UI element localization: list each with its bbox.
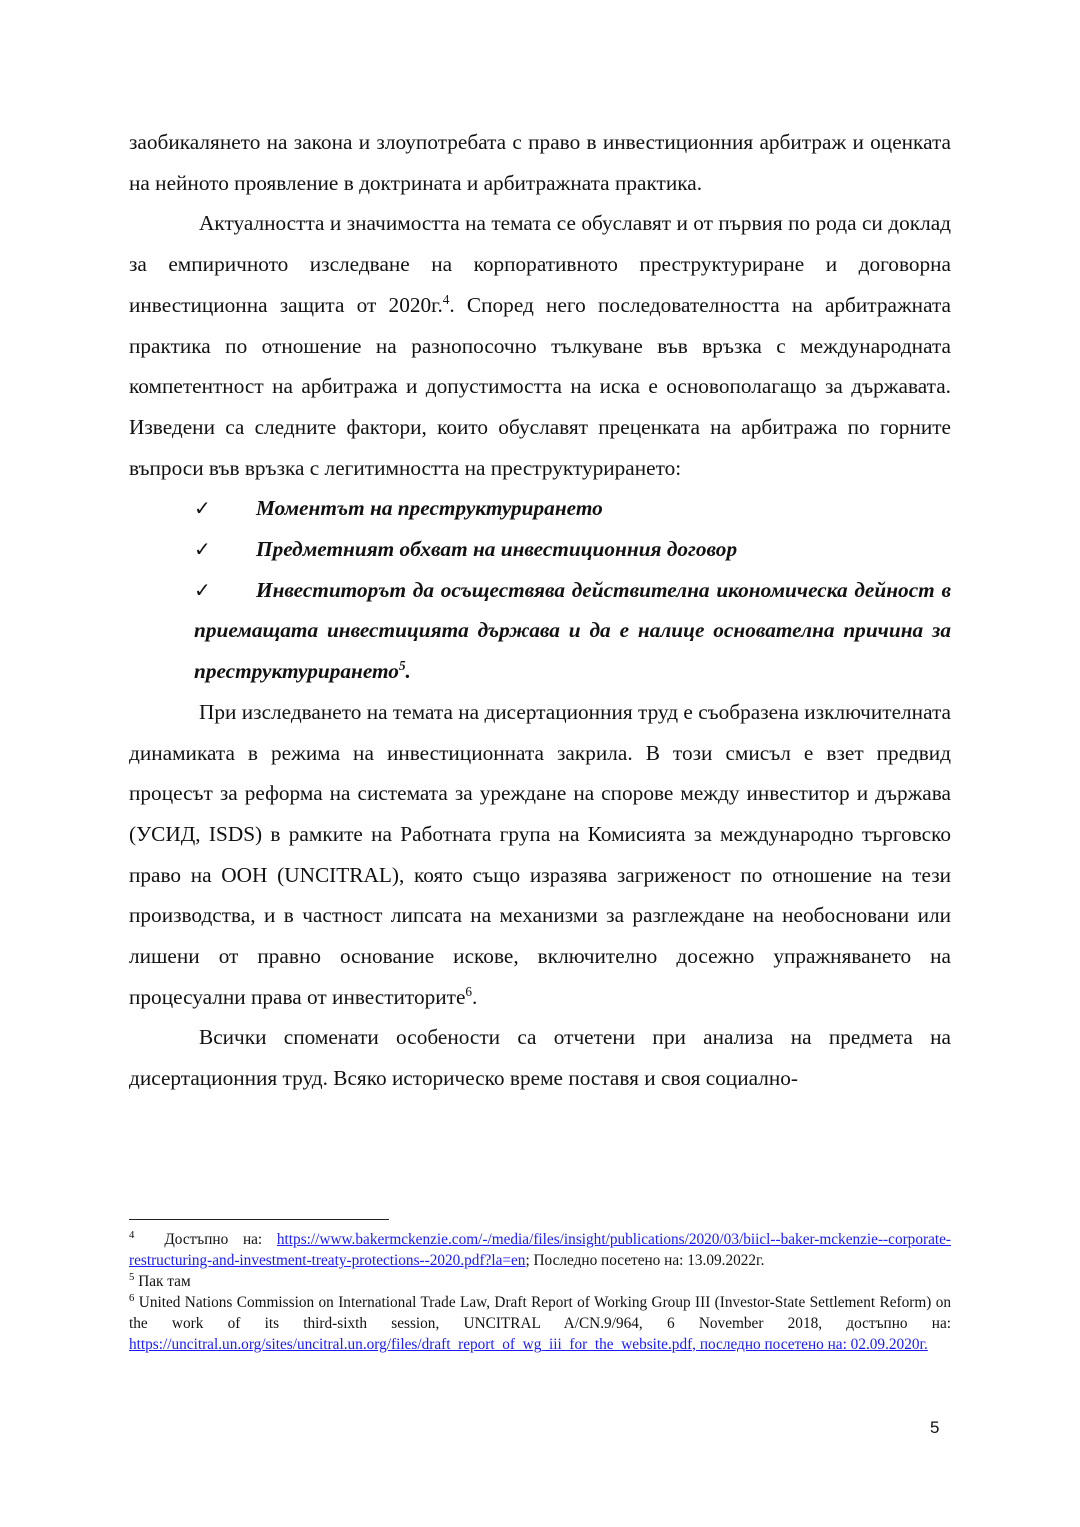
footnote-ref-5[interactable]: 5 [398,658,406,674]
paragraph-3: При изследването на темата на дисертационния труд е съобразена изключителната динамиката в режима на инвестиционната закрила. В този смисъл е взет предвид процесът за реформа на системата за уреждане на спорове между инвеститор и държава (УСИД, ISDS) в рамките на Работната група на Комисията за международно търговско право на ООН (UNCITRAL), която също изразява загриженост по отношение на тези производства, и в частност липсата на механизми за разглеждане на необосновани или лишени от правно основание искове, включително досежно упражняването на процесуални права от инвеститорите$^6$. [129,699,951,1009]
paragraph-1: заобикалянето на закона и злоупотребата с право в инвестиционния арбитраж и оценката на нейното проявление в доктрината и арбитражната практика. [129,130,951,195]
footnote-4: $^4$ Достъпно на: https://www.bakermckenzie.com/-/media/files/insight/publications/2020/03/biicl--baker-mckenzie--corporate-restructuring-and-investment-treaty-protections--2020.pdf?la=en; Последно посетено на: 13.09.2022г. [129,1228,951,1269]
footnote-number: 4 [129,1228,135,1241]
factor-list [129,488,951,692]
footnotes [129,1230,951,1355]
footnote-ref-6[interactable]: 6 [465,983,472,999]
body-text [129,122,951,1099]
page-number: 5 [930,1418,940,1437]
factor-item [194,529,951,570]
checkmark-icon: ✓ [194,577,211,602]
factor-text: Предметният обхват на инвестиционния договор [256,537,738,562]
checkmark-icon: ✓ [194,537,211,562]
checkmark-icon: ✓ [194,496,211,521]
footnote-6-link[interactable]: https://uncitral.un.org/sites/uncitral.un.org/files/draft_report_of_wg_iii_for_the_website.pdf, последно посетено на: 02.09.2020г. [129,1335,928,1353]
footnote-number: 5 [129,1270,135,1283]
footnote-number: 6 [129,1291,135,1304]
footnote-6: $^6$ United Nations Commission on International Trade Law, Draft Report of Working Group III (Investor-State Settlement Reform) on the work of its third-sixth session, UNCITRAL A/CN.9/964, 6 November 2018, достъпно на: https://uncitral.un.org/sites/uncitral.un.org/files/draft_report_of_wg_iii_for_the_website.pdf, последно посетено на: 02.09.2020г. [129,1291,952,1353]
paragraph-4: Всички споменати особености са отчетени при анализа на предмета на дисертационния труд. Всяко историческо време поставя и своя социално- [129,1025,951,1091]
footnote-4-link[interactable]: https://www.bakermckenzie.com/-/media/files/insight/publications/2020/03/biicl--baker-mckenzie--corporate-restructuring-and-investment-treaty-protections--2020.pdf?la=en [129,1231,951,1269]
factor-item: ✓ Инвеститорът да осъществява действителна икономическа дейност в приемащата инвестицията държава и да е налице основателна причина за преструктурирането$^5$. [194,570,951,692]
footnote-separator [129,1219,389,1220]
paragraph-2: Актуалността и значимостта на темата се обуславят и от първия по рода си доклад за емпиричното изследване на корпоративното преструктуриране и договорна инвестиционна защита от 2020г.$^4$. Според него последователността на арбитражната практика по отношение на разнопосочно тълкуване във връзка с международната компетентност на арбитража и допустимостта на иска е основополагащо за държавата. Изведени са следните фактори, които обуславят преценката на арбитража по горните въпроси във връзка с легитимността на преструктурирането: [129,211,951,480]
factor-item [194,488,951,529]
footnote-5: $^5$ Пак там [129,1270,191,1290]
factor-text: Моментът на преструктурирането [256,496,603,521]
factor-text: Инвеститорът да осъществява действителна икономическа дейност в приемащата инвестицията държава и да е налице основателна причина за преструктурирането [194,577,951,684]
footnote-ref-4[interactable]: 4 [442,291,450,307]
